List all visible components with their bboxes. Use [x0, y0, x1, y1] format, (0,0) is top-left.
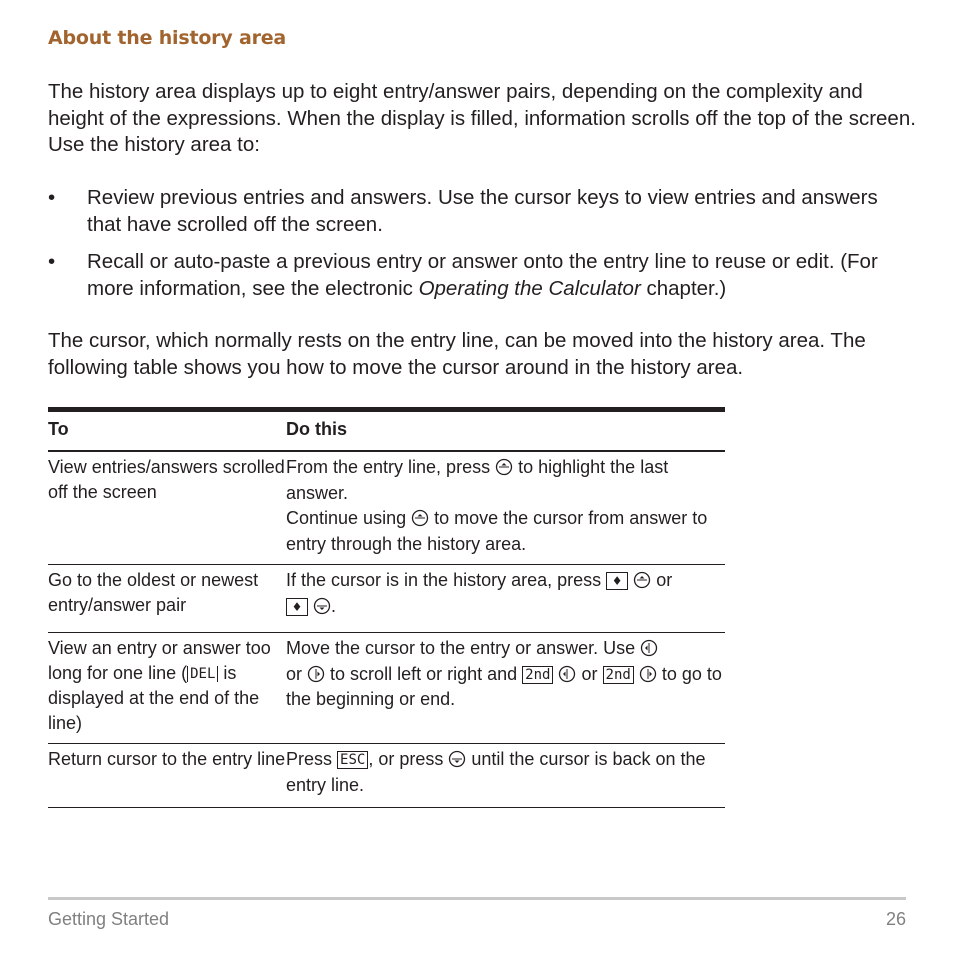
bullet-review: Review previous entries and answers. Use the cursor keys to view entries and answers that have scrolled off the screen.: [87, 186, 878, 236]
instruction-text: until the cursor is back on the entry line.: [286, 749, 706, 795]
bullet-recall: [87, 249, 917, 302]
diamond-key-icon: ♦: [606, 572, 628, 590]
footer-divider: [48, 897, 906, 900]
cursor-left-key-icon: [640, 639, 658, 657]
cursor-movement-table: [48, 407, 725, 808]
row-instructions: [286, 747, 725, 807]
row-goal: Go to the oldest or newest entry/answer pair: [48, 570, 259, 615]
row-instructions: [286, 636, 725, 743]
esc-key-icon: ESC: [337, 751, 368, 769]
table-row: [48, 744, 725, 808]
goal-text: View an entry or answer too long for one line (: [48, 638, 271, 683]
instruction-text: or: [286, 663, 303, 684]
instruction-text: or: [656, 570, 673, 590]
instruction-text: or: [581, 663, 598, 684]
row-goal: [48, 636, 286, 743]
cursor-paragraph: The cursor, which normally rests on the entry line, can be moved into the history area. The following table shows you how to move the cursor around in the history area.: [48, 329, 866, 379]
row-instructions: [286, 455, 725, 564]
cursor-down-key-icon: [313, 597, 331, 615]
instruction-text: .: [331, 595, 337, 616]
instruction-text: From the entry line, press: [286, 457, 491, 477]
manual-title: Operating the Calculator: [418, 276, 641, 300]
instruction-text: , or press: [368, 749, 444, 769]
del-key-icon: DEL: [187, 666, 218, 682]
row-goal: View entries/answers scrolled off the screen: [48, 457, 285, 502]
cursor-down-key-icon: [448, 750, 466, 768]
diamond-key-icon: ♦: [286, 598, 308, 616]
instruction-text: Press: [286, 749, 333, 769]
cursor-right-key-icon: [307, 665, 325, 683]
instruction-text: If the cursor is in the history area, press: [286, 570, 602, 590]
section-heading: About the history area: [48, 27, 287, 49]
bullet-recall-text: Recall or auto-paste a previous entry or answer onto the entry line to reuse or edit. (For more information, see the electronic: [87, 250, 878, 300]
intro-paragraph: The history area displays up to eight entry/answer pairs, depending on the complexity and height of the expressions. When the display is filled, information scrolls off the top of the screen. Use the history area to:: [48, 80, 916, 156]
column-header-to: To: [48, 419, 69, 439]
goal-text: is displayed at the end of the line): [48, 663, 260, 733]
row-goal: Return cursor to the entry line: [48, 749, 286, 769]
table-header-row: [48, 412, 725, 452]
row-instructions: [286, 568, 725, 632]
bullet-marker: •: [48, 186, 56, 209]
bullet-recall-text-end: chapter.): [640, 276, 727, 300]
second-key-icon: 2nd: [522, 666, 553, 684]
footer-section-title: Getting Started: [48, 909, 170, 929]
instruction-text: to highlight the last answer.: [286, 457, 669, 503]
instruction-text: Continue using: [286, 508, 407, 528]
instruction-text: to scroll left or right and: [330, 663, 518, 684]
cursor-up-key-icon: [633, 571, 651, 589]
cursor-up-key-icon: [495, 458, 513, 476]
cursor-left-key-icon: [558, 665, 576, 683]
table-row: [48, 633, 725, 744]
second-key-icon: 2nd: [603, 666, 634, 684]
page-number: 26: [885, 909, 906, 929]
instruction-text: to move the cursor from answer to entry through the history area.: [286, 508, 708, 554]
column-header-do-this: Do this: [286, 419, 347, 439]
instruction-text: Move the cursor to the entry or answer. Use: [286, 638, 636, 658]
cursor-up-key-icon: [411, 509, 429, 527]
cursor-right-key-icon: [639, 665, 657, 683]
bullet-marker: •: [48, 250, 56, 273]
instruction-text: to go to the beginning or end.: [286, 663, 722, 709]
table-row: [48, 565, 725, 633]
table-row: [48, 452, 725, 565]
